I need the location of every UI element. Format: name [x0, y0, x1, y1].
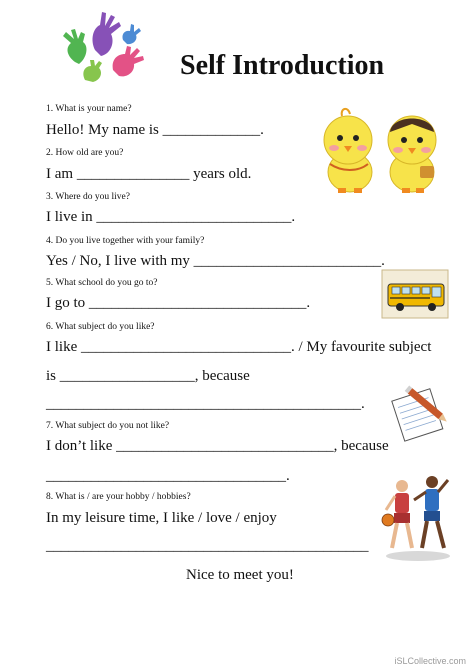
answer-5: I go to _____________________________.: [46, 295, 311, 311]
answer-8-line-2: ___________________________________________: [46, 538, 369, 554]
question-6: 6. What subject do you like?: [46, 322, 155, 332]
site-watermark: iSLCollective.com: [394, 656, 466, 666]
answer-6-line-1: I like ____________________________. / My favourite subject: [46, 339, 432, 355]
basketball-players-icon: [380, 472, 455, 562]
question-5: 5. What school do you go to?: [46, 278, 158, 288]
school-bus-icon: [380, 268, 450, 320]
answer-1: Hello! My name is _____________.: [46, 122, 264, 138]
answer-3: I live in __________________________.: [46, 209, 296, 225]
answer-6-line-2: is __________________, because: [46, 368, 250, 384]
answer-8-line-1: In my leisure time, I like / love / enjoy: [46, 510, 277, 526]
question-2: 2. How old are you?: [46, 148, 124, 158]
question-4: 4. Do you live together with your family?: [46, 236, 205, 246]
chicks-icon: [312, 102, 448, 198]
question-1: 1. What is your name?: [46, 104, 132, 114]
answer-4: Yes / No, I live with my _________________________.: [46, 253, 385, 269]
answer-2: I am _______________ years old.: [46, 166, 252, 182]
answer-7-line-1: I don’t like _____________________________, because: [46, 438, 389, 454]
painted-hands-icon: [45, 10, 165, 90]
question-8: 8. What is / are your hobby / hobbies?: [46, 492, 191, 502]
page-title: Self Introduction: [180, 50, 385, 81]
question-7: 7. What subject do you not like?: [46, 421, 170, 431]
closing-text: Nice to meet you!: [186, 567, 294, 583]
answer-6-line-3: __________________________________________.: [46, 396, 365, 412]
question-3: 3. Where do you live?: [46, 192, 130, 202]
answer-7-line-2: ________________________________.: [46, 468, 290, 484]
paper-pencil-icon: [385, 382, 450, 442]
